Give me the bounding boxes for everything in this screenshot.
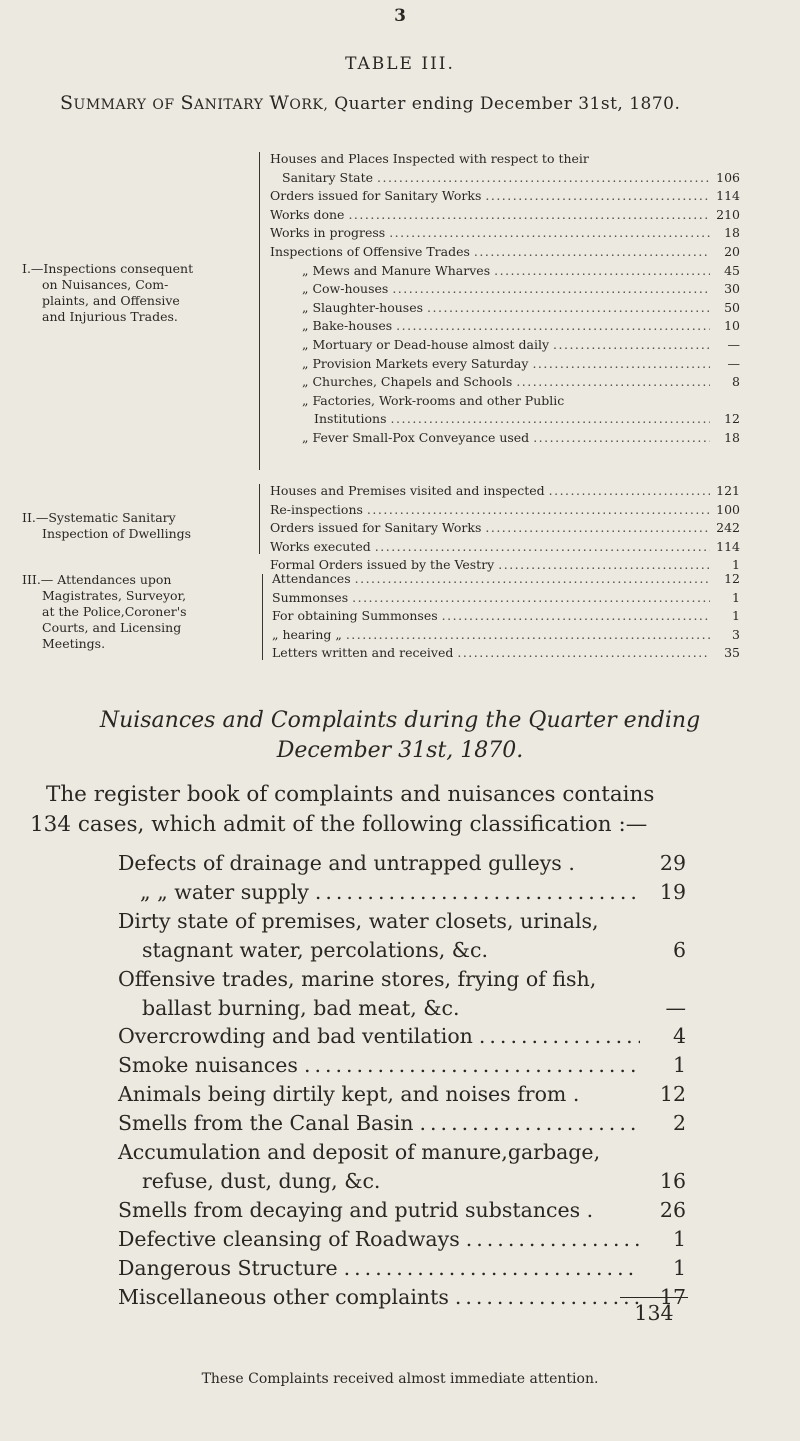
- row-value: 12: [724, 411, 740, 427]
- complaint-label: Dangerous Structure: [118, 1255, 338, 1280]
- row-value: 45: [724, 262, 740, 278]
- complaint-label: refuse, dust, dung, &c.: [142, 1168, 381, 1193]
- leader-dots: [532, 355, 710, 372]
- complaint-label: Smells from the Canal Basin: [118, 1111, 414, 1136]
- complaint-count: 12: [659, 1082, 686, 1107]
- table-row: [272, 589, 740, 606]
- row-value: 12: [724, 571, 740, 586]
- section3-label: [22, 572, 252, 652]
- row-value: 8: [732, 374, 740, 390]
- leader-dots: [352, 589, 710, 606]
- table-row: [270, 317, 740, 334]
- complaint-count: 29: [659, 851, 686, 875]
- leader-dots: [479, 1022, 640, 1050]
- complaint-row: [118, 849, 686, 877]
- complaint-count: —: [665, 995, 686, 1020]
- leader-dots: [348, 206, 710, 223]
- row-label: Attendances: [272, 571, 351, 586]
- row-label: „ Cow-houses: [302, 281, 389, 297]
- row-value: 20: [724, 244, 740, 259]
- complaint-count: 19: [659, 879, 686, 904]
- leader-dots: [457, 644, 710, 661]
- row-label: Institutions: [314, 411, 387, 427]
- complaint-row: [118, 936, 686, 964]
- row-value: 30: [724, 281, 740, 297]
- row-label: „ Mews and Manure Wharves: [302, 262, 491, 278]
- section2-table: [270, 482, 740, 572]
- table-row: [270, 150, 740, 167]
- summary-rest: Quarter ending December 31st, 1870.: [334, 94, 681, 114]
- leader-dots: [485, 519, 710, 536]
- complaint-count: 1: [672, 1053, 686, 1078]
- row-value: 121: [716, 483, 740, 498]
- section1-label: [22, 261, 252, 325]
- row-label: Works in progress: [270, 225, 386, 241]
- section3-table: [272, 570, 740, 670]
- total-rule: [620, 1297, 688, 1298]
- complaint-row: [118, 878, 686, 906]
- table-row: [272, 570, 740, 587]
- table-row: [270, 410, 740, 427]
- complaint-row: [118, 907, 686, 935]
- row-label: Formal Orders issued by the Vestry: [270, 557, 495, 573]
- summary-word1-initial: S: [60, 92, 74, 114]
- leader-dots: [533, 429, 710, 446]
- nuisances-title-line: December 31st, 1870.: [276, 738, 524, 763]
- intro-line: 134 cases, which admit of the following classification :—: [30, 812, 648, 837]
- complaint-label: Accumulation and deposit of manure,garbage,: [118, 1140, 601, 1164]
- table-row: [270, 206, 740, 223]
- complaint-row: [118, 1022, 686, 1050]
- row-label: „ Factories, Work-rooms and other Public: [302, 392, 565, 408]
- table-title: TABLE III.: [345, 54, 455, 74]
- section2-brace: [259, 484, 260, 554]
- row-value: —: [727, 337, 740, 352]
- row-value: —: [727, 355, 740, 371]
- leader-dots: [392, 280, 710, 297]
- footer-note: These Complaints received almost immediate attention.: [201, 1371, 599, 1387]
- leader-dots: [485, 187, 710, 204]
- table-row: [270, 392, 740, 409]
- leader-dots: [442, 607, 710, 624]
- row-label: „ Mortuary or Dead-house almost daily: [302, 337, 550, 352]
- complaint-count: 17: [659, 1284, 686, 1309]
- summary-word3-initial: W: [269, 92, 290, 114]
- row-label: Houses and Places Inspected with respect to their: [270, 151, 589, 166]
- complaint-label: Smoke nuisances: [118, 1053, 298, 1078]
- table-row: [270, 299, 740, 316]
- section3-label-line: at the Police,Coroner's: [42, 604, 187, 619]
- table-row: [270, 519, 740, 536]
- leader-dots: [466, 1225, 640, 1253]
- table-row: [270, 280, 740, 297]
- page-number: 3: [394, 6, 406, 26]
- section1-brace: [259, 152, 260, 470]
- row-value: 106: [716, 169, 740, 185]
- complaint-count: 1: [672, 1255, 686, 1280]
- section1-label-line: plaints, and Offensive: [42, 293, 180, 308]
- leader-dots: [346, 626, 710, 643]
- summary-word2-initial: S: [180, 92, 195, 114]
- complaint-count: 1: [672, 1226, 686, 1251]
- row-label: Works executed: [270, 538, 371, 554]
- complaint-row: [118, 1080, 686, 1108]
- row-value: 50: [724, 299, 740, 315]
- leader-dots: [396, 317, 710, 334]
- table-row: [270, 501, 740, 518]
- row-value: 114: [716, 188, 740, 204]
- table-row: [270, 355, 740, 372]
- complaint-row: [118, 1196, 686, 1224]
- row-value: 10: [724, 318, 740, 334]
- complaint-row: [118, 994, 686, 1022]
- summary-word2-rest: ANITARY: [194, 97, 264, 113]
- section3-label-line: III.— Attendances upon: [22, 572, 172, 587]
- row-label: „ Provision Markets every Saturday: [302, 355, 529, 371]
- leader-dots: [367, 501, 710, 518]
- table-row: [270, 482, 740, 499]
- summary-word3-rest: ORK,: [289, 97, 329, 113]
- leader-dots: [455, 1283, 640, 1311]
- complaint-row: [118, 1254, 686, 1282]
- leader-dots: [494, 262, 710, 279]
- leader-dots: [389, 224, 710, 241]
- section2-label-line: II.—Systematic Sanitary: [22, 510, 176, 525]
- complaint-count: 6: [672, 937, 686, 962]
- leader-dots: [427, 299, 710, 316]
- table-row: [272, 607, 740, 624]
- leader-dots: [315, 878, 640, 906]
- complaint-row: [118, 1167, 686, 1195]
- complaints-total: 134: [634, 1301, 674, 1325]
- table-row: [270, 224, 740, 241]
- complaint-label: ballast burning, bad meat, &c.: [142, 995, 460, 1020]
- leader-dots: [375, 538, 710, 555]
- complaint-count: 4: [672, 1024, 686, 1049]
- row-value: 242: [716, 520, 740, 536]
- summary-title: [60, 92, 680, 114]
- row-value: 18: [724, 430, 740, 445]
- section1-label-line: I.—Inspections consequent: [22, 261, 194, 276]
- leader-dots: [355, 570, 710, 587]
- row-label: Inspections of Offensive Trades: [270, 244, 470, 259]
- complaint-label: Animals being dirtily kept, and noises from .: [118, 1082, 580, 1107]
- leader-dots: [344, 1254, 640, 1282]
- table-row: [270, 243, 740, 260]
- row-label: Orders issued for Sanitary Works: [270, 188, 482, 204]
- leader-dots: [549, 482, 710, 499]
- complaint-label: Overcrowding and bad ventilation: [118, 1024, 473, 1049]
- row-label: Works done: [270, 206, 345, 222]
- complaint-count: 26: [659, 1197, 686, 1222]
- complaint-label: stagnant water, percolations, &c.: [142, 937, 488, 962]
- row-value: 1: [732, 589, 740, 605]
- section1-table: [270, 150, 740, 480]
- section3-label-line: Courts, and Licensing: [42, 620, 182, 635]
- nuisances-title-line: Nuisances and Complaints during the Quarter ending: [99, 708, 701, 733]
- intro-line: The register book of complaints and nuisances contains: [46, 782, 655, 807]
- table-row: [270, 187, 740, 204]
- complaint-label: Defects of drainage and untrapped gulleys .: [118, 851, 575, 875]
- table-row: [270, 169, 740, 186]
- complaint-count: 2: [672, 1111, 686, 1136]
- complaint-row: [118, 1109, 686, 1137]
- table-row: [272, 644, 740, 661]
- leader-dots: [377, 169, 710, 186]
- row-label: For obtaining Summonses: [272, 608, 438, 624]
- leader-dots: [516, 373, 710, 390]
- table-row: [272, 626, 740, 643]
- row-value: 1: [732, 557, 740, 573]
- complaint-label: Dirty state of premises, water closets, urinals,: [118, 908, 599, 933]
- row-label: „ hearing „: [272, 626, 342, 642]
- section2-label-line: Inspection of Dwellings: [42, 526, 192, 541]
- nuisances-title: [0, 706, 800, 766]
- row-label: Re-inspections: [270, 501, 363, 517]
- leader-dots: [553, 336, 710, 353]
- section3-label-line: Magistrates, Surveyor,: [42, 588, 187, 603]
- complaint-label: Defective cleansing of Roadways: [118, 1226, 460, 1251]
- intro-paragraph: [30, 780, 770, 840]
- leader-dots: [474, 243, 710, 260]
- row-label: Summonses: [272, 589, 349, 605]
- row-label: „ Slaughter-houses: [302, 299, 424, 315]
- leader-dots: [391, 410, 710, 427]
- complaint-row: [118, 965, 686, 993]
- row-value: 35: [724, 645, 740, 661]
- complaint-label: „ „ water supply: [140, 879, 309, 904]
- section1-label-line: on Nuisances, Com-: [42, 277, 169, 292]
- row-label: Letters written and received: [272, 645, 454, 661]
- section3-label-line: Meetings.: [42, 636, 106, 651]
- table-row: [270, 262, 740, 279]
- complaint-row: [118, 1283, 686, 1311]
- complaint-row: [118, 1138, 686, 1166]
- row-label: Orders issued for Sanitary Works: [270, 520, 482, 536]
- table-row: [270, 336, 740, 353]
- row-value: 18: [724, 225, 740, 241]
- row-value: 100: [716, 501, 740, 517]
- leader-dots: [304, 1051, 640, 1079]
- table-row: [270, 373, 740, 390]
- section2-label: [22, 510, 252, 542]
- complaint-row: [118, 1225, 686, 1253]
- complaint-row: [118, 1051, 686, 1079]
- summary-word1-rest: UMMARY: [73, 97, 147, 113]
- row-label: Sanitary State: [282, 169, 374, 185]
- row-label: „ Bake-houses: [302, 318, 393, 334]
- table-row: [270, 538, 740, 555]
- row-value: 1: [732, 608, 740, 624]
- summary-of: OF: [152, 97, 175, 113]
- complaint-label: Offensive trades, marine stores, frying of fish,: [118, 966, 597, 991]
- complaint-label: Smells from decaying and putrid substances .: [118, 1197, 594, 1222]
- row-value: 210: [716, 206, 740, 222]
- row-value: 3: [732, 626, 740, 642]
- row-label: Houses and Premises visited and inspected: [270, 483, 545, 498]
- complaint-label: Miscellaneous other complaints: [118, 1284, 449, 1309]
- table-row: [270, 429, 740, 446]
- leader-dots: [420, 1109, 640, 1137]
- complaint-count: 16: [659, 1168, 686, 1193]
- section1-label-line: and Injurious Trades.: [42, 309, 178, 324]
- row-value: 114: [716, 538, 740, 554]
- row-label: „ Churches, Chapels and Schools: [302, 374, 513, 390]
- row-label: „ Fever Small-Pox Conveyance used: [302, 430, 530, 445]
- section3-brace: [262, 574, 263, 660]
